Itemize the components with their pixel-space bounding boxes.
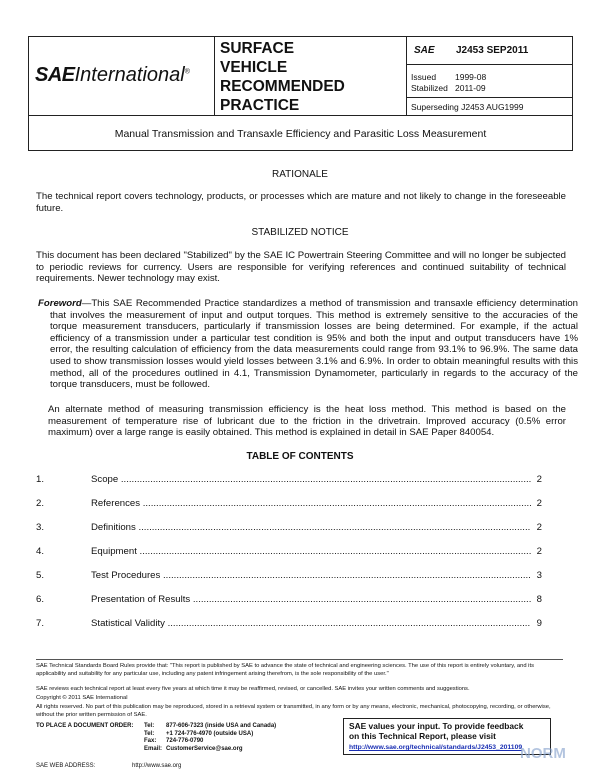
toc-entry[interactable]: 2. References ..... 2 (36, 494, 542, 518)
sae-mini-logo: SAE (414, 45, 435, 56)
foreword-paragraph (38, 298, 578, 391)
doc-number: J2453 SEP2011 (456, 45, 529, 56)
review-text: SAE reviews each technical report at least every five years at which time it may be reaffirmed, revised, or cancelled. SAE invites your written comments and suggestions. (36, 686, 470, 692)
doc-type-cell (214, 37, 407, 115)
logo-cell (29, 37, 215, 115)
foreword-label: Foreword (38, 298, 82, 309)
foreword-paragraph-2: An alternate method of measuring transmission efficiency is the heat loss method. This method is based on the measurement of temperature rise of lubricant due to the friction in the drivetrain. Improved accuracy (0.5% error maximum) over a large range is easily obtained. This method is explained in detail in SAE Paper 840054. (48, 404, 566, 439)
table-of-contents (36, 470, 542, 638)
stabilized-date: 2011-09 (455, 83, 486, 93)
document-title: Manual Transmission and Transaxle Efficiency and Parasitic Loss Measurement (28, 115, 573, 151)
doc-number-row (406, 37, 572, 65)
toc-entry[interactable]: 6. Presentation of Results ..... 8 (36, 590, 542, 614)
watermark-logo: NORM (520, 745, 566, 762)
issue-dates: Issued 1999-08 Stabilized 2011-09 (411, 72, 487, 93)
sae-international-logo: SAEInternational® (35, 64, 190, 86)
doc-info-cell (406, 37, 572, 115)
phone-usa[interactable]: 877-606-7323 (inside USA and Canada) (166, 723, 277, 729)
document-header (28, 36, 573, 116)
toc-entry[interactable]: 5. Test Procedures ..... 3 (36, 566, 542, 590)
phone-intl[interactable]: +1 724-776-4970 (outside USA) (166, 730, 254, 737)
fax-number: 724-776-0790 (166, 738, 204, 745)
toc-title: TABLE OF CONTENTS (246, 451, 354, 462)
footer-divider (36, 659, 563, 660)
copyright-text: Copyright © 2011 SAE International (36, 695, 128, 701)
web-address: SAE WEB ADDRESS: http://www.sae.org (36, 763, 182, 769)
toc-entry[interactable]: 1. Scope ..... 2 (36, 470, 542, 494)
rationale-heading: RATIONALE (272, 169, 328, 180)
superseding-note: Superseding J2453 AUG1999 (411, 102, 524, 112)
rights-text: All rights reserved. No part of this publication may be reproduced, stored in a retrieval system or transmitted, in any form or by any means, electronic, mechanical, photocopying, recording, or otherwise, without the prior written permission of SAE. (36, 704, 551, 718)
stabilized-text: This document has been declared "Stabilized" by the SAE IC Powertrain Steering Committee and will no longer be subjected to periodic reviews for currency. Users are responsible for verifying references and continued suitability of technical requirements. Newer technology may exist. (36, 250, 566, 285)
feedback-box: SAE values your input. To provide feedback on this Technical Report, please visit http://www.sae.org/technical/standards/J2453_201109 (343, 718, 551, 755)
doc-type: SURFACE VEHICLE RECOMMENDED PRACTICE (220, 40, 345, 114)
foreword-text: —This SAE Recommended Practice standardizes a method of transmission and transaxle efficiency determination that involves the measurement of input and output torques. This method is extremely sensitive to the accuracies of the torque measurement transducers, particularly if transmission losses are being determined. For example, if the actual efficiency of a transmission under a particular test condition is 95% and both the input and output transducers have 1% error, the resulting calculation of efficiency from the data measurements could range from 93.1% to 96.9%. The same data used to show transmission losses would yield losses between 3.1% and 6.9%. In order to obtain meaningful results with this method, all of the procedures outlined in 4.1, Transmission Dynamometer, particularly in regards to the accuracy of the torque transducers, must be followed. (50, 298, 578, 391)
board-rules-text: SAE Technical Standards Board Rules provide that: "This report is published by SAE to advance the state of technical and engineering sciences. The use of this report is entirely voluntary, and its applicability and suitability for any particular use, including any patent infringement arising therefrom, is the sole responsibility of the user." (36, 663, 534, 677)
email-link[interactable]: CustomerService@sae.org (166, 745, 243, 752)
feedback-link[interactable]: http://www.sae.org/technical/standards/J2453_201109 (349, 744, 523, 751)
toc-entry[interactable]: 4. Equipment ..... 2 (36, 542, 542, 566)
order-contact-table: TO PLACE A DOCUMENT ORDER: Tel: 877-606-7323 (inside USA and Canada) Tel: +1 724-776-4970 (outside USA) Fax: 724-776-0790 Email: CustomerService@sae.org (36, 723, 280, 753)
web-address-link[interactable]: http://www.sae.org (132, 763, 182, 769)
rationale-text: The technical report covers technology, products, or processes which are mature and not likely to change in the foreseeable future. (36, 191, 566, 214)
stabilized-heading: STABILIZED NOTICE (251, 227, 349, 238)
toc-entry[interactable]: 3. Definitions ..... 2 (36, 518, 542, 542)
issued-date: 1999-08 (455, 72, 487, 82)
toc-entry[interactable]: 7. Statistical Validity ..... 9 (36, 614, 542, 638)
